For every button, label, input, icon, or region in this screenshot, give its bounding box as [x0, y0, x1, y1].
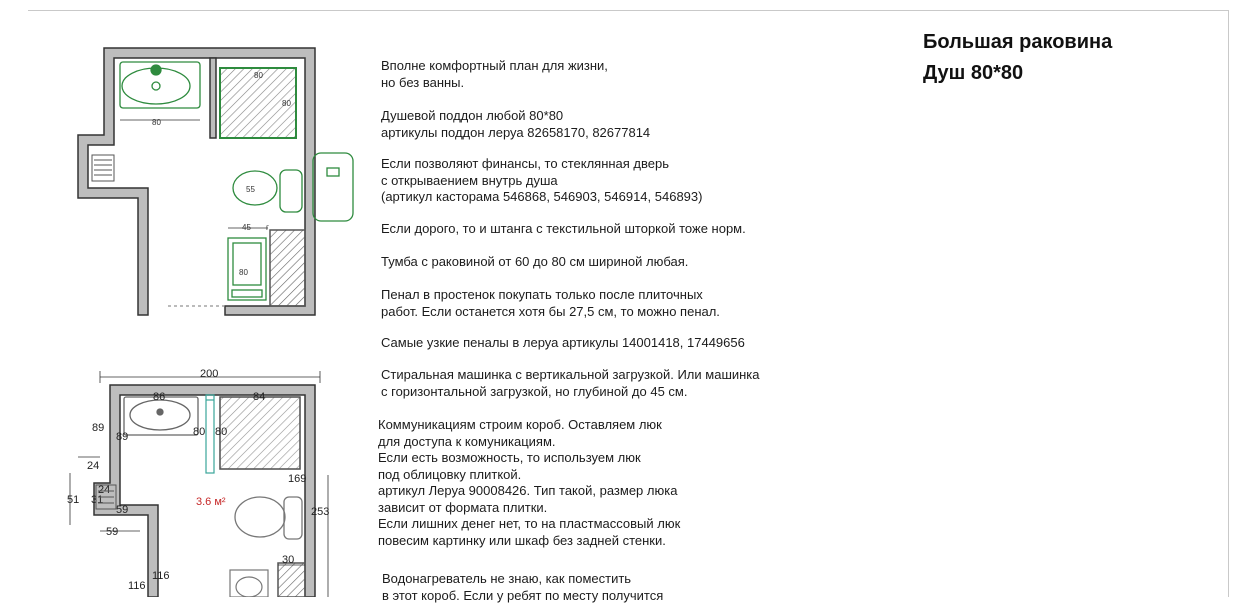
dim-toilet: 55 [246, 185, 255, 194]
dim-total-width: 200 [200, 368, 219, 380]
dim-mid-80-left: 80 [193, 426, 206, 438]
dim-24-outer: 24 [87, 460, 100, 472]
dim-30: 30 [282, 554, 295, 566]
dim-59-lower: 59 [106, 526, 119, 538]
partition [206, 395, 214, 473]
toilet-fixture [233, 170, 302, 212]
note-glass-door: Если позволяют финансы, то стеклянная дверь с открываением внутрь душа (артикул касторама 546868, 546903, 546914, 546893) [381, 156, 703, 204]
radiator [92, 155, 114, 181]
note-cabinet: Пенал в простенок покупать только после плиточных работ. Если останется хотя бы 27,5 см, то можно пенал. [381, 287, 720, 319]
shower-tray [220, 397, 300, 469]
dim-gap-suffix: г [266, 223, 269, 232]
heading-sink: Большая раковина [923, 31, 1113, 53]
dim-253: 253 [311, 506, 330, 518]
dim-169: 169 [288, 473, 307, 485]
room-area-label: 3.6 м² [196, 496, 226, 508]
dim-51: 51 [67, 494, 80, 506]
dim-24-inner: 24 [98, 484, 111, 496]
note-washing-machine: Стиральная машинка с вертикальной загрузкой. Или машинка с горизонтальной загрузкой, но глубиной до 45 см. [381, 367, 760, 399]
dim-116-right: 116 [152, 570, 170, 582]
floor-plan-bottom [60, 365, 360, 597]
note-utility-box: Коммуникациям строим короб. Оставляем люк для доступа к комуникациям. Если есть возможность, то используем люк под облицовку плиткой. артикул Леруа 90008426. Тип такой, размер люка зависит от формата плитки. Если лишних денег нет, то на пластмассовый люк повесим картинку или шкаф без задней стенки. [378, 417, 681, 548]
page-top-border [28, 10, 1228, 11]
toilet-fixture [235, 497, 302, 539]
note-narrow-cabinets: Самые узкие пеналы в леруа артикулы 14001418, 17449656 [381, 335, 745, 350]
note-comfort-plan: Вполне комфортный план для жизни, но без ванны. [381, 58, 608, 90]
note-curtain-rod: Если дорого, то и штанга с текстильной шторкой тоже норм. [381, 221, 746, 236]
dim-sink-width: 80 [152, 118, 161, 127]
dim-31: 31 [91, 494, 104, 506]
heading-shower: Душ 80*80 [923, 62, 1024, 84]
dim-left-89-outer: 89 [92, 422, 105, 434]
dim-shower-width: 80 [254, 71, 263, 80]
dim-shower: 84 [253, 391, 266, 403]
dim-116-left: 116 [128, 580, 146, 592]
water-heater [313, 153, 353, 221]
dim-59-upper: 59 [116, 504, 129, 516]
page-right-border [1228, 10, 1229, 597]
dim-gap: 45 [242, 223, 251, 232]
dim-shower-depth: 80 [282, 99, 291, 108]
note-vanity: Тумба с раковиной от 60 до 80 см шириной любая. [381, 254, 689, 269]
sink-fixture [120, 62, 200, 120]
floor-plan-top [60, 40, 370, 330]
note-water-heater: Водонагреватель не знаю, как поместить в этот короб. Если у ребят по месту получится [382, 571, 664, 603]
note-shower-tray: Душевой поддон любой 80*80 артикулы поддон леруа 82658170, 82677814 [381, 108, 651, 140]
dim-sink: 86 [153, 391, 166, 403]
washing-machine [230, 570, 268, 597]
dim-mid-80-right: 80 [215, 426, 228, 438]
dim-left-89-inner: 89 [116, 431, 129, 443]
dim-washer: 80 [239, 268, 248, 277]
